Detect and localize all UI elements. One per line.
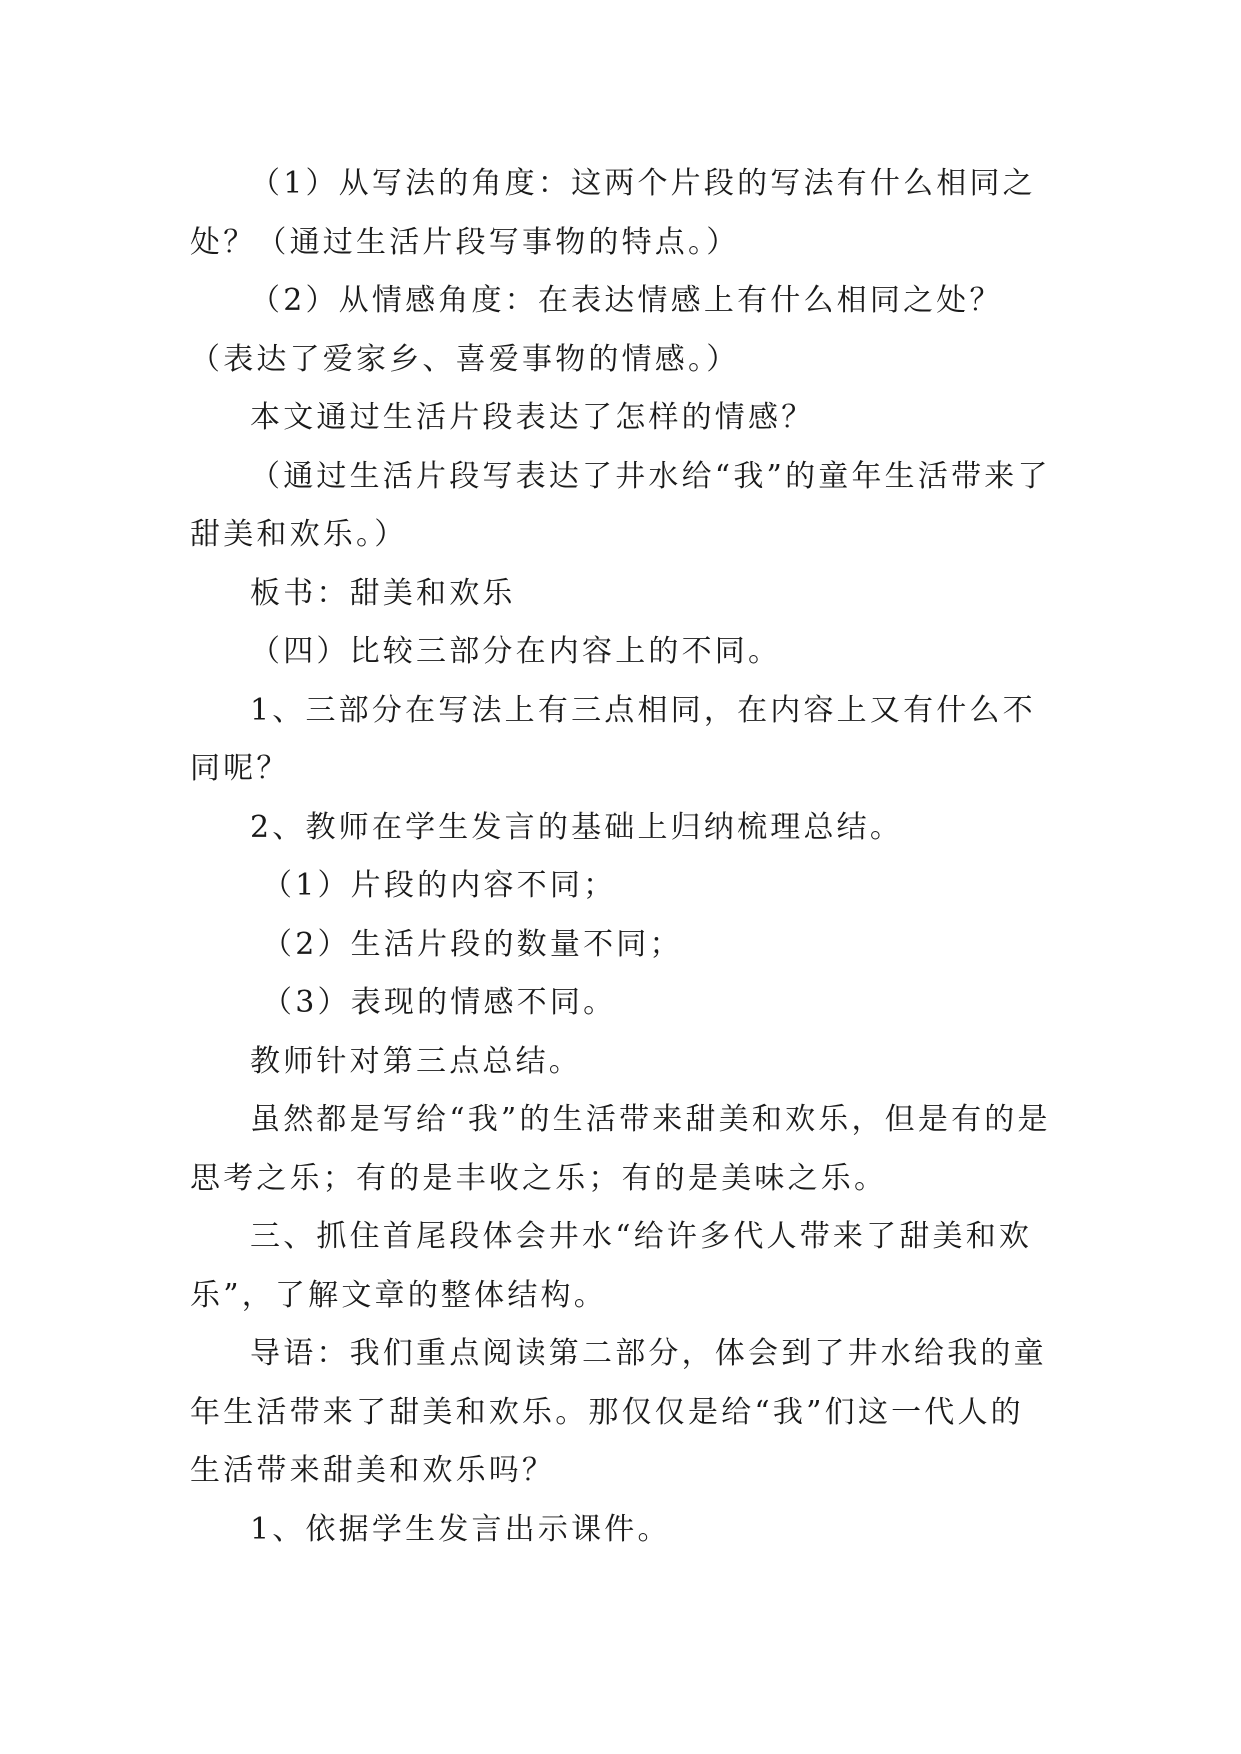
paragraph-answer: （通过生活片段写表达了井水给“我”的童年生活带来了甜美和欢乐。） <box>190 458 1051 552</box>
paragraph-step-2: 2、教师在学生发言的基础上归纳梳理总结。 <box>250 809 904 845</box>
list-item-emotion: （3）表现的情感不同。 <box>262 985 617 1020</box>
paragraph-writing-angle: （1）从写法的角度：这两个片段的写法有什么相同之处？（通过生活片段写事物的特点。） <box>190 166 1036 260</box>
paragraph-blackboard: 板书：甜美和欢乐 <box>250 575 516 611</box>
document-body <box>190 155 1052 1559</box>
paragraph-step-1: 1、三部分在写法上有三点相同，在内容上又有什么不同呢？ <box>190 692 1036 786</box>
list-item-quantity: （2）生活片段的数量不同； <box>262 926 683 962</box>
paragraph-question: 本文通过生活片段表达了怎样的情感？ <box>250 400 815 435</box>
paragraph-summary-detail: 虽然都是写给“我”的生活带来甜美和欢乐，但是有的是思考之乐；有的是丰收之乐；有的是美味之乐。 <box>190 1102 1051 1196</box>
section-heading-structure: 三、抓住首尾段体会井水“给许多代人带来了甜美和欢乐”，了解文章的整体结构。 <box>190 1219 1033 1313</box>
paragraph-introduction: 导语：我们重点阅读第二部分，体会到了井水给我的童年生活带来了甜美和欢乐。那仅仅是给“我”们这一代人的生活带来甜美和欢乐吗？ <box>190 1336 1047 1488</box>
list-item-content: （1）片段的内容不同； <box>262 868 617 903</box>
section-heading-compare: （四）比较三部分在内容上的不同。 <box>250 634 782 669</box>
paragraph-courseware: 1、依据学生发言出示课件。 <box>250 1511 671 1547</box>
paragraph-teacher-summary: 教师针对第三点总结。 <box>250 1043 582 1079</box>
paragraph-emotion-angle: （2）从情感角度：在表达情感上有什么相同之处？（表达了爱家乡、喜爱事物的情感。） <box>190 283 1003 377</box>
